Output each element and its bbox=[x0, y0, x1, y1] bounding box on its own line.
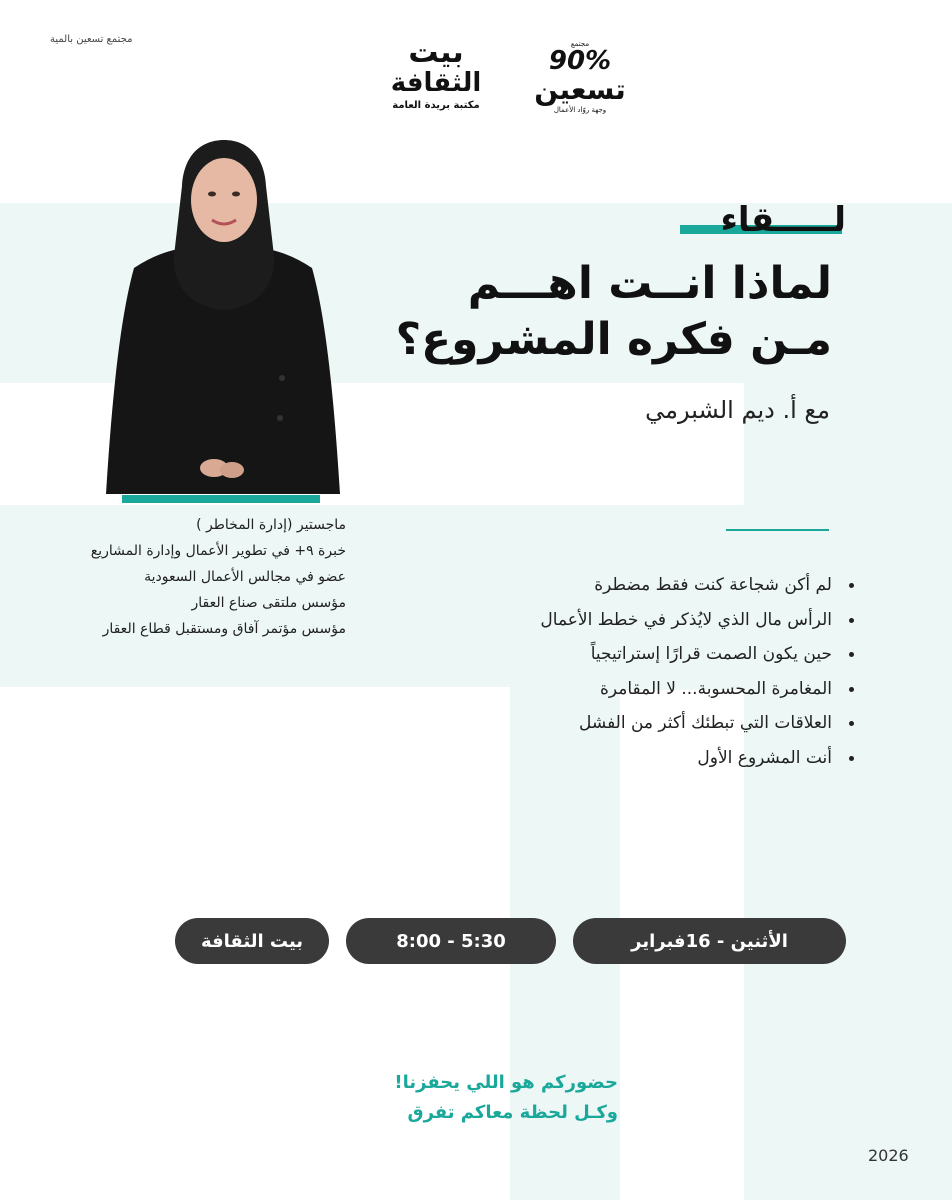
footer-line2: وكـل لحظة معاكم تفرق bbox=[407, 1102, 618, 1123]
logo-culture-subtitle: مكتبة بريدة العامة bbox=[392, 100, 480, 111]
logo-ninety-top: مجتمع bbox=[570, 40, 590, 48]
date-pill: الأثنين - 16فبراير bbox=[573, 918, 846, 964]
topic-item bbox=[438, 637, 858, 672]
topic-item bbox=[438, 706, 858, 741]
photo-accent-bar bbox=[122, 495, 320, 503]
topic-text: المغامرة المحسوبة... لا المقامرة bbox=[599, 678, 832, 699]
topic-item bbox=[438, 741, 858, 776]
section-divider bbox=[726, 529, 829, 531]
topics-list bbox=[438, 568, 858, 775]
time-pill: 5:30 - 8:00 bbox=[346, 918, 556, 964]
credential-item: ماجستير (إدارة المخاطر ) bbox=[196, 517, 346, 533]
logo-ninety-percent: 90% bbox=[548, 46, 612, 76]
speaker-credentials bbox=[16, 512, 346, 642]
footer-message bbox=[318, 1068, 618, 1128]
bullet-dot-icon bbox=[849, 687, 854, 692]
event-title-line1: لماذا انــت اهـــم bbox=[467, 258, 832, 309]
logo-ninety-tagline: وجهة روّاد الأعمال bbox=[553, 106, 607, 114]
topic-item bbox=[438, 672, 858, 707]
topic-text: لم أكن شجاعة كنت فقط مضطرة bbox=[594, 575, 832, 595]
bullet-dot-icon bbox=[849, 721, 854, 726]
culture-house-logo bbox=[384, 35, 488, 111]
bullet-dot-icon bbox=[849, 583, 854, 588]
topic-text: الرأس مال الذي لايُذكر في خطط الأعمال bbox=[540, 609, 832, 630]
credential-item: مؤسس ملتقى صناع العقار bbox=[191, 595, 346, 611]
event-title bbox=[272, 256, 832, 368]
footer-line1: حضوركم هو اللي يحفزنا! bbox=[394, 1072, 618, 1093]
logo-ninety-word: تسعين bbox=[534, 73, 626, 106]
community-corner-text: مجتمع تسعين بالمية bbox=[50, 34, 133, 45]
credential-item: مؤسس مؤتمر آفاق ومستقبل قطاع العقار bbox=[102, 621, 346, 637]
logo-culture-line2: الثقافة bbox=[390, 68, 482, 98]
topic-item bbox=[438, 603, 858, 638]
topic-text: حين يكون الصمت قرارًا إستراتيجياً bbox=[590, 644, 832, 664]
topic-text: أنت المشروع الأول bbox=[697, 747, 832, 768]
bullet-dot-icon bbox=[849, 618, 854, 623]
speaker-name: مع أ. ديم الشبرمي bbox=[645, 396, 830, 424]
meeting-label: لـــــقاء bbox=[720, 200, 846, 240]
bullet-dot-icon bbox=[849, 756, 854, 761]
year-label: 2026 bbox=[868, 1146, 909, 1165]
topic-text: العلاقات التي تبطئك أكثر من الفشل bbox=[579, 713, 832, 733]
credential-item: خبرة ٩+ في تطوير الأعمال وإدارة المشاريع bbox=[90, 543, 346, 559]
credential-item: عضو في مجالس الأعمال السعودية bbox=[144, 569, 346, 585]
ninety-community-logo bbox=[526, 40, 634, 114]
logo-culture-line1: بيت bbox=[408, 35, 464, 70]
bullet-dot-icon bbox=[849, 652, 854, 657]
topic-item bbox=[438, 568, 858, 603]
location-pill: بيت الثقافة bbox=[175, 918, 329, 964]
event-title-line2: مـن فكره المشروع؟ bbox=[395, 314, 832, 365]
